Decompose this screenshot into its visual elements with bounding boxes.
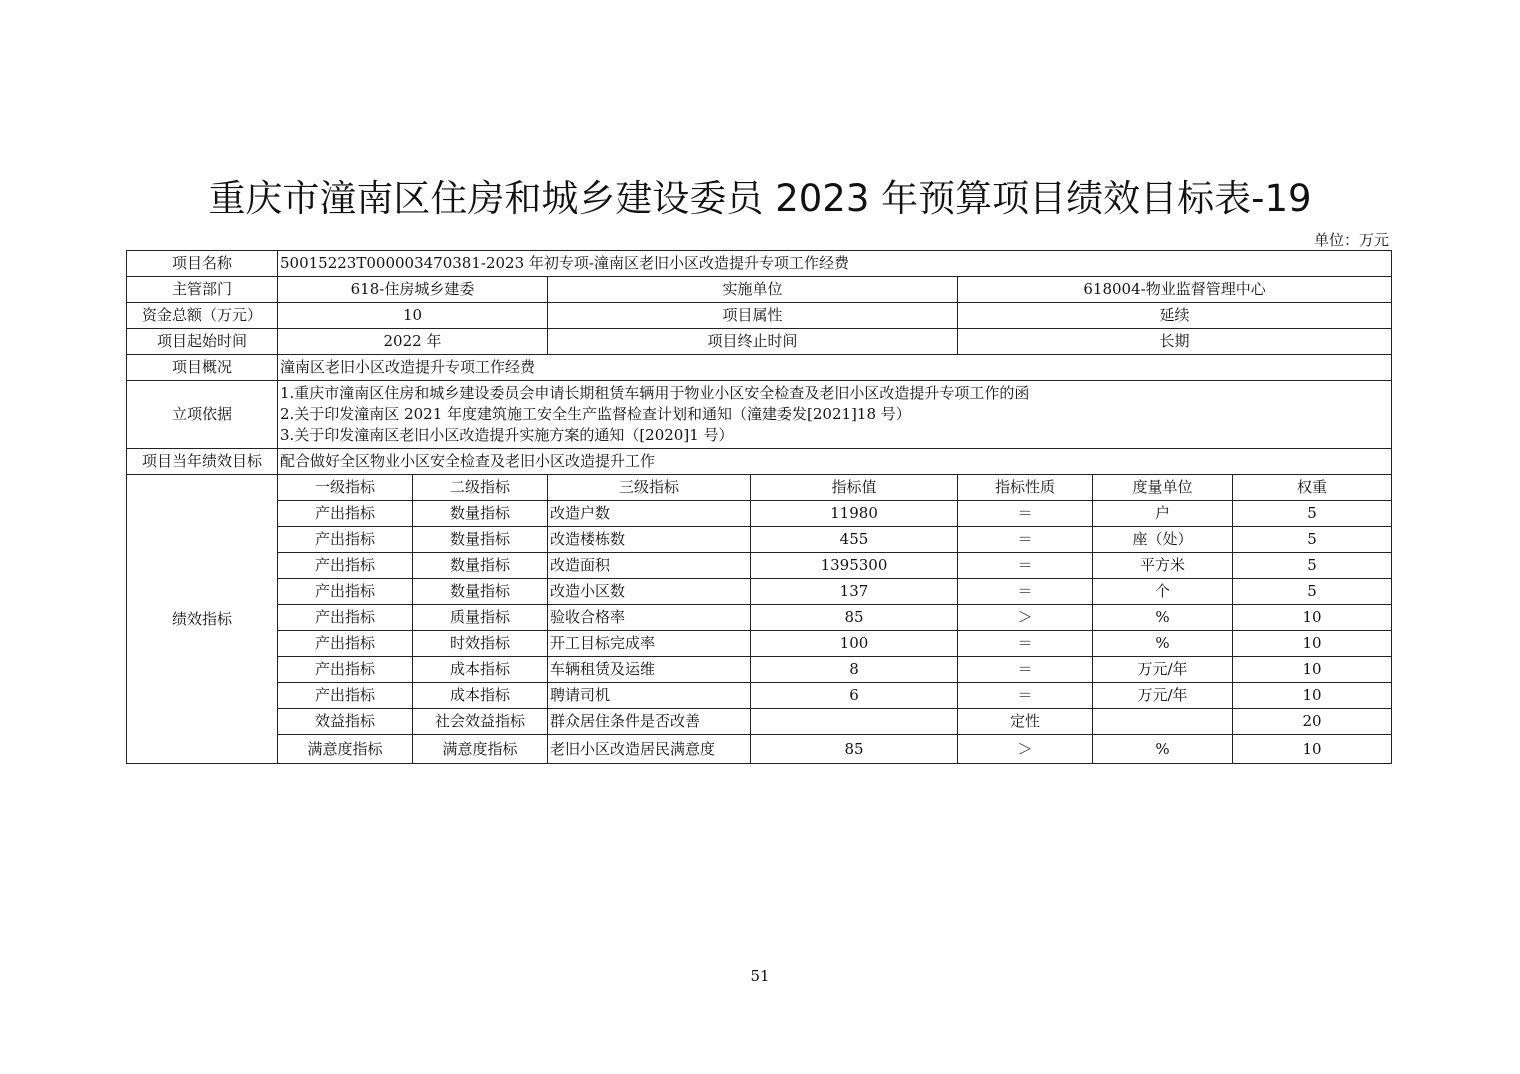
- level2-cell: 社会效益指标: [413, 709, 548, 735]
- level2-cell: 时效指标: [413, 631, 548, 657]
- level1-cell: 产出指标: [278, 605, 413, 631]
- overview-label: 项目概况: [127, 355, 278, 381]
- impl-label: 实施单位: [548, 277, 958, 303]
- value-cell: 455: [751, 527, 958, 553]
- level3-cell: 开工目标完成率: [548, 631, 751, 657]
- basis-item: 1.重庆市潼南区住房和城乡建设委员会申请长期租赁车辆用于物业小区安全检查及老旧小区改造提升专项工作的函: [280, 384, 1030, 402]
- level2-cell: 数量指标: [413, 579, 548, 605]
- indicator-row: [127, 553, 1392, 579]
- funds-label: 资金总额（万元）: [127, 303, 278, 329]
- page-title: 重庆市潼南区住房和城乡建设委员 2023 年预算项目绩效目标表-19: [208, 177, 1312, 220]
- column-header: 指标性质: [958, 475, 1093, 501]
- nature-cell: ＞: [958, 735, 1093, 764]
- performance-target-table: [126, 250, 1392, 764]
- weight-cell: 10: [1233, 657, 1392, 683]
- value-cell: 6: [751, 683, 958, 709]
- unit-cell: 万元/年: [1093, 683, 1233, 709]
- nature-cell: ＝: [958, 631, 1093, 657]
- funds-value: 10: [278, 303, 548, 329]
- department-row: [127, 277, 1392, 303]
- nature-cell: 定性: [958, 709, 1093, 735]
- indicator-row: [127, 709, 1392, 735]
- level1-cell: 效益指标: [278, 709, 413, 735]
- attr-label: 项目属性: [548, 303, 958, 329]
- level1-cell: 产出指标: [278, 631, 413, 657]
- level3-cell: 改造楼栋数: [548, 527, 751, 553]
- level3-cell: 改造小区数: [548, 579, 751, 605]
- dept-value: 618-住房城乡建委: [278, 277, 548, 303]
- value-cell: 137: [751, 579, 958, 605]
- value-cell: 11980: [751, 501, 958, 527]
- nature-cell: ＝: [958, 683, 1093, 709]
- basis-row: [127, 381, 1392, 449]
- unit-cell: 个: [1093, 579, 1233, 605]
- indicator-row: [127, 605, 1392, 631]
- weight-cell: 10: [1233, 631, 1392, 657]
- dept-label: 主管部门: [127, 277, 278, 303]
- column-header: 三级指标: [548, 475, 751, 501]
- goal-label: 项目当年绩效目标: [127, 449, 278, 475]
- indicator-row: [127, 683, 1392, 709]
- level3-cell: 老旧小区改造居民满意度: [548, 735, 751, 764]
- start-value: 2022 年: [278, 329, 548, 355]
- indicator-row: [127, 527, 1392, 553]
- level1-cell: 产出指标: [278, 527, 413, 553]
- end-value: 长期: [958, 329, 1392, 355]
- level1-cell: 产出指标: [278, 501, 413, 527]
- unit-cell: 户: [1093, 501, 1233, 527]
- indicator-row: [127, 735, 1392, 764]
- unit-label: 单位：万元: [1313, 231, 1389, 249]
- level2-cell: 成本指标: [413, 657, 548, 683]
- level1-cell: 产出指标: [278, 657, 413, 683]
- unit-cell: %: [1093, 735, 1233, 764]
- nature-cell: ＝: [958, 553, 1093, 579]
- value-cell: 8: [751, 657, 958, 683]
- overview-value: 潼南区老旧小区改造提升专项工作经费: [278, 355, 1392, 381]
- end-label: 项目终止时间: [548, 329, 958, 355]
- indicator-row: [127, 579, 1392, 605]
- nature-cell: ＝: [958, 579, 1093, 605]
- weight-cell: 10: [1233, 605, 1392, 631]
- nature-cell: ＝: [958, 527, 1093, 553]
- level3-cell: 聘请司机: [548, 683, 751, 709]
- level2-cell: 成本指标: [413, 683, 548, 709]
- unit-cell: %: [1093, 631, 1233, 657]
- weight-cell: 10: [1233, 683, 1392, 709]
- impl-value: 618004-物业监督管理中心: [958, 277, 1392, 303]
- weight-cell: 5: [1233, 501, 1392, 527]
- unit-cell: 万元/年: [1093, 657, 1233, 683]
- basis-item: 2.关于印发潼南区 2021 年度建筑施工安全生产监督检查计划和通知（潼建委发[2021]18 号）: [280, 405, 911, 423]
- unit-cell: 平方米: [1093, 553, 1233, 579]
- time-row: [127, 329, 1392, 355]
- value-cell: 1395300: [751, 553, 958, 579]
- attr-value: 延续: [958, 303, 1392, 329]
- basis-item: 3.关于印发潼南区老旧小区改造提升实施方案的通知（[2020]1 号）: [280, 426, 734, 444]
- level2-cell: 数量指标: [413, 553, 548, 579]
- level1-cell: 产出指标: [278, 579, 413, 605]
- nature-cell: ＝: [958, 657, 1093, 683]
- project-name-value: 50015223T000003470381-2023 年初专项-潼南区老旧小区改造提升专项工作经费: [278, 251, 1392, 277]
- unit-cell: %: [1093, 605, 1233, 631]
- level1-cell: 产出指标: [278, 553, 413, 579]
- funds-row: [127, 303, 1392, 329]
- level2-cell: 质量指标: [413, 605, 548, 631]
- level2-cell: 数量指标: [413, 501, 548, 527]
- value-cell: 85: [751, 605, 958, 631]
- column-header: 度量单位: [1093, 475, 1233, 501]
- start-label: 项目起始时间: [127, 329, 278, 355]
- level3-cell: 改造面积: [548, 553, 751, 579]
- value-cell: [751, 709, 958, 735]
- goal-row: [127, 449, 1392, 475]
- page-number: 51: [750, 967, 770, 985]
- weight-cell: 5: [1233, 527, 1392, 553]
- column-header: 权重: [1233, 475, 1392, 501]
- level1-cell: 产出指标: [278, 683, 413, 709]
- column-header: 二级指标: [413, 475, 548, 501]
- column-header: 指标值: [751, 475, 958, 501]
- value-cell: 85: [751, 735, 958, 764]
- column-header: 一级指标: [278, 475, 413, 501]
- project-name-label: 项目名称: [127, 251, 278, 277]
- unit-cell: [1093, 709, 1233, 735]
- level2-cell: 数量指标: [413, 527, 548, 553]
- weight-cell: 5: [1233, 579, 1392, 605]
- level3-cell: 改造户数: [548, 501, 751, 527]
- level3-cell: 验收合格率: [548, 605, 751, 631]
- value-cell: 100: [751, 631, 958, 657]
- weight-cell: 20: [1233, 709, 1392, 735]
- level3-cell: 群众居住条件是否改善: [548, 709, 751, 735]
- unit-cell: 座（处）: [1093, 527, 1233, 553]
- nature-cell: ＞: [958, 605, 1093, 631]
- weight-cell: 5: [1233, 553, 1392, 579]
- indicator-row: [127, 631, 1392, 657]
- basis-value: [278, 381, 1392, 449]
- overview-row: [127, 355, 1392, 381]
- indicators-label: 绩效指标: [127, 475, 278, 764]
- basis-label: 立项依据: [127, 381, 278, 449]
- goal-value: 配合做好全区物业小区安全检查及老旧小区改造提升工作: [278, 449, 1392, 475]
- nature-cell: ＝: [958, 501, 1093, 527]
- project-name-row: [127, 251, 1392, 277]
- indicator-row: [127, 657, 1392, 683]
- level3-cell: 车辆租赁及运维: [548, 657, 751, 683]
- indicator-row: [127, 501, 1392, 527]
- level1-cell: 满意度指标: [278, 735, 413, 764]
- indicator-header-row: [127, 475, 1392, 501]
- level2-cell: 满意度指标: [413, 735, 548, 764]
- weight-cell: 10: [1233, 735, 1392, 764]
